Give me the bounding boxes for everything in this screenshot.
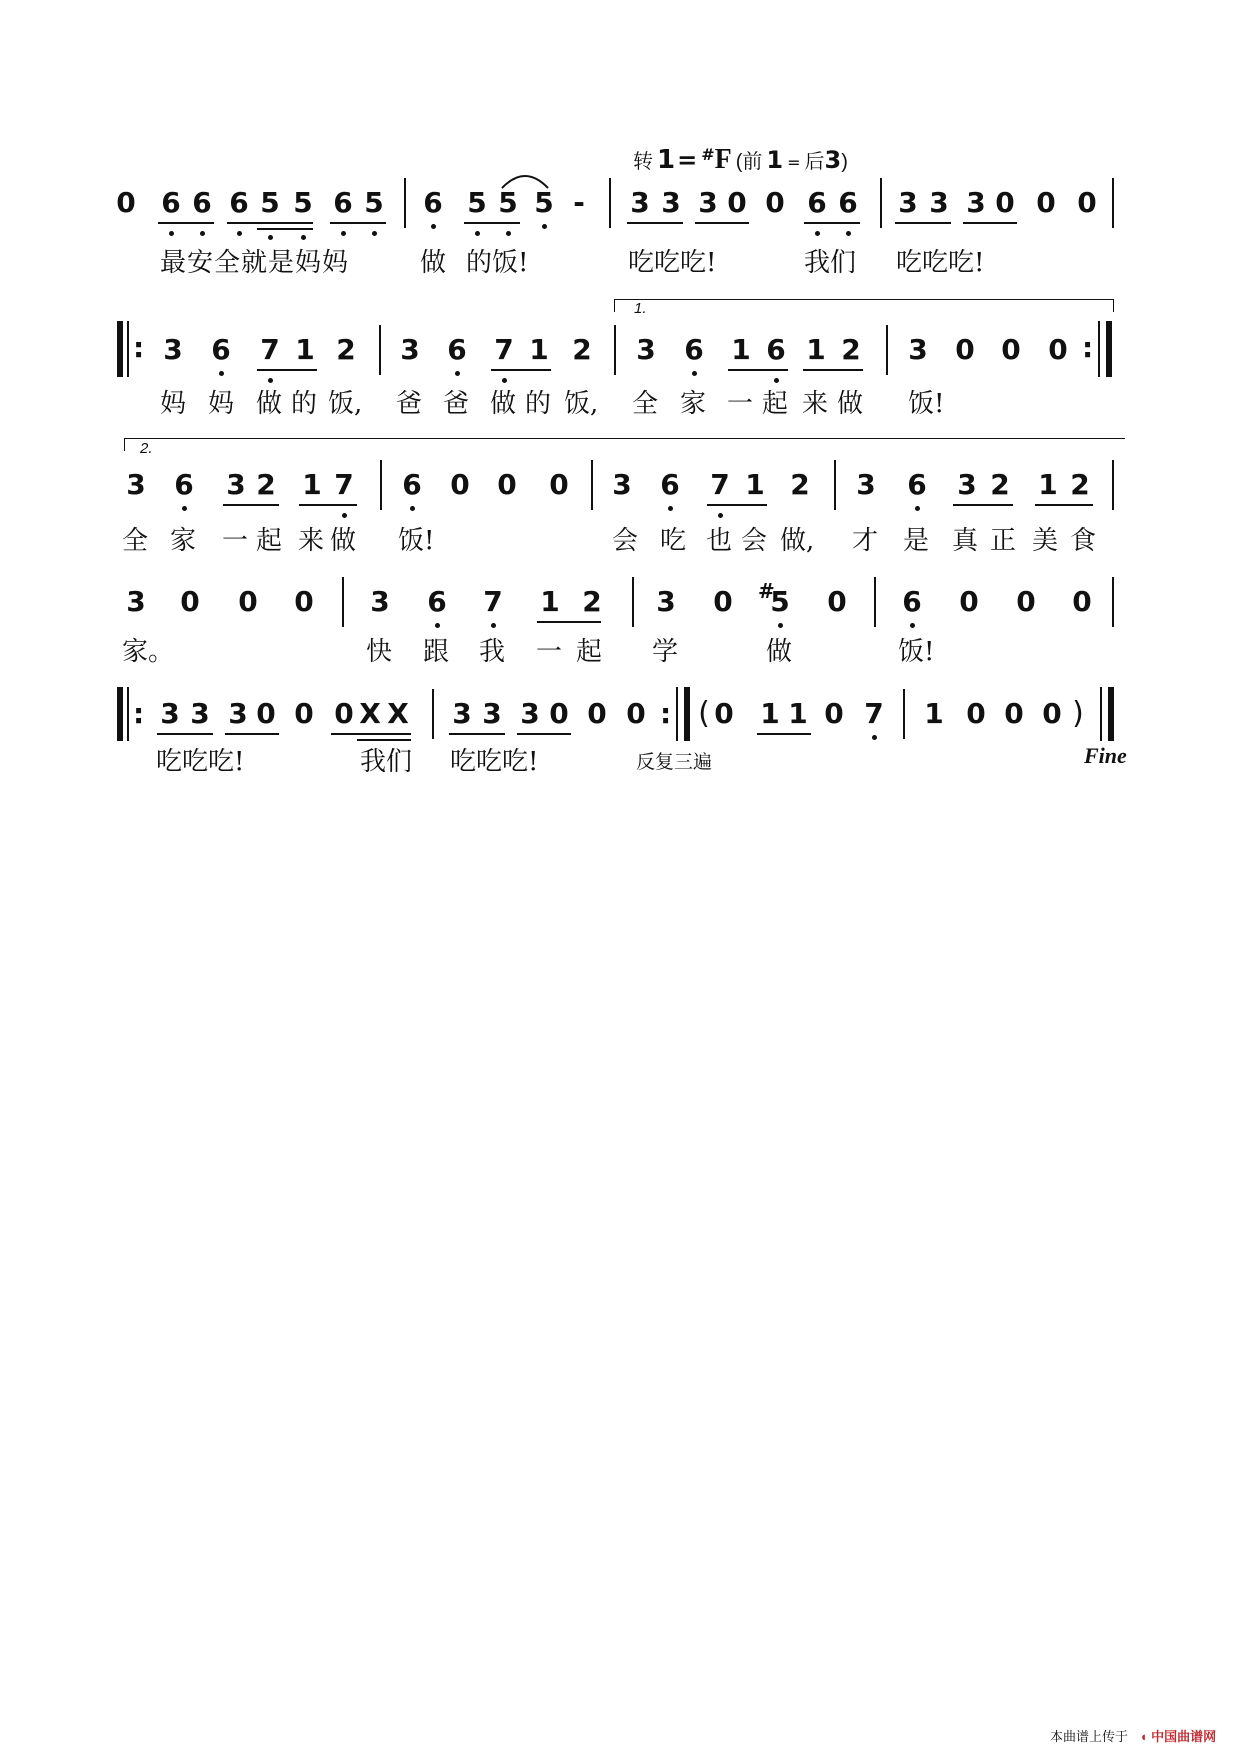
octave-dot: [475, 231, 480, 236]
note: 3: [226, 468, 246, 501]
footer-text: 本曲谱上传于: [1050, 1729, 1129, 1744]
fine-marking: Fine: [1084, 743, 1127, 768]
note: 6: [161, 186, 181, 219]
note: 2: [1070, 468, 1090, 501]
lyric: 一: [536, 637, 563, 667]
lyric: 饭,: [564, 389, 599, 419]
octave-dot: [915, 506, 920, 511]
lyric: 食: [1070, 526, 1097, 556]
note: 0: [626, 697, 646, 730]
octave-dot: [219, 371, 224, 376]
note: 0: [450, 468, 470, 501]
note: 0: [334, 697, 354, 730]
beam: [728, 369, 788, 371]
lyric: 我们: [804, 248, 857, 278]
bar-line: [609, 178, 611, 228]
lyric: 吃吃吃!: [450, 747, 539, 777]
beam: [537, 621, 601, 623]
beam: [449, 733, 505, 735]
note: 7: [483, 585, 503, 618]
note: 0: [1016, 585, 1036, 618]
row-2: [0, 300, 1240, 433]
note: 0: [1072, 585, 1092, 618]
lyric: 做: [420, 248, 447, 278]
note: 3: [160, 697, 180, 730]
octave-dot: [200, 231, 205, 236]
note: 3: [163, 333, 183, 366]
note: 6: [174, 468, 194, 501]
lyric: 最安全就是妈妈: [160, 248, 350, 278]
repeat-instruction: 反复三遍: [636, 752, 713, 773]
note: 3: [908, 333, 928, 366]
lyric: 做: [837, 389, 864, 419]
beam: [299, 504, 357, 506]
lyric: 家: [170, 526, 197, 556]
repeat-start-bar: [117, 687, 123, 741]
note: 0: [959, 585, 979, 618]
note: 6: [192, 186, 212, 219]
note: X: [359, 697, 381, 730]
lyric: 饭!: [908, 389, 945, 419]
bar-line: [1112, 577, 1114, 627]
lyrics-row-4: [0, 631, 1240, 671]
note: 3: [228, 697, 248, 730]
lyric: 饭!: [398, 526, 435, 556]
note: 1: [1038, 468, 1058, 501]
lyrics-row-1: [0, 242, 1240, 282]
lyric: 真: [952, 526, 979, 556]
note: 1: [788, 697, 808, 730]
note: 0: [1004, 697, 1024, 730]
beam: [331, 733, 411, 735]
octave-dot: [872, 735, 877, 740]
note: 5: [498, 186, 518, 219]
lyric: 做: [766, 637, 793, 667]
lyric: 吃吃吃!: [628, 248, 717, 278]
bar-line: [1112, 178, 1114, 228]
bar-line: [404, 178, 406, 228]
octave-dot: [410, 506, 415, 511]
beam: [225, 733, 279, 735]
note: 2: [790, 468, 810, 501]
sharp-sign: #: [758, 579, 775, 603]
note: 5: [293, 186, 313, 219]
lyric: 做: [256, 389, 283, 419]
volta-number: 1.: [634, 300, 647, 317]
octave-dot: [846, 231, 851, 236]
note: 3: [957, 468, 977, 501]
beam: [227, 222, 313, 224]
beam: [804, 222, 860, 224]
lyric: 吃吃吃!: [896, 248, 985, 278]
beam: [491, 369, 551, 371]
note: 0: [765, 186, 785, 219]
note: 0: [549, 468, 569, 501]
beam: [707, 504, 767, 506]
bar-line: [880, 178, 882, 228]
slur: [500, 170, 550, 190]
note: 6: [684, 333, 704, 366]
lyric: 家: [680, 389, 707, 419]
note: 3: [452, 697, 472, 730]
lyric: 跟: [423, 637, 450, 667]
lyric: 我: [479, 637, 506, 667]
note: 6: [333, 186, 353, 219]
footer: [1050, 1726, 1216, 1745]
bar-line: [380, 460, 382, 510]
lyric: 饭,: [328, 389, 363, 419]
lyric: 全: [122, 526, 149, 556]
note: 1: [760, 697, 780, 730]
note: 3: [126, 468, 146, 501]
octave-dot: [778, 623, 783, 628]
note: 3: [966, 186, 986, 219]
octave-dot: [506, 231, 511, 236]
note: 0: [714, 697, 734, 730]
lyric: 的饭!: [466, 248, 529, 278]
bar-line: [676, 687, 678, 741]
lyric: 会: [612, 526, 639, 556]
lyric: 做: [490, 389, 517, 419]
note: 0: [256, 697, 276, 730]
note: 3: [370, 585, 390, 618]
lyric: 来: [298, 526, 325, 556]
lyric: 爸: [443, 389, 470, 419]
site-logo[interactable]: ◖: [1139, 1729, 1148, 1744]
octave-dot: [910, 623, 915, 628]
note: 0: [1036, 186, 1056, 219]
octave-dot: [341, 231, 346, 236]
note: 0: [497, 468, 517, 501]
note: 3: [400, 333, 420, 366]
octave-dot: [431, 224, 436, 229]
note: 1: [731, 333, 751, 366]
volta-2: [124, 438, 1125, 451]
note: 3: [630, 186, 650, 219]
repeat-dots: :: [1082, 331, 1094, 364]
note: 3: [482, 697, 502, 730]
bar-line: [1112, 460, 1114, 510]
bar-line: [834, 460, 836, 510]
octave-dot: [301, 235, 306, 240]
lyric: 做: [330, 526, 357, 556]
repeat-dots: :: [133, 697, 145, 730]
lyric: 美: [1032, 526, 1059, 556]
note: 7: [864, 697, 884, 730]
note: 0: [824, 697, 844, 730]
row-5: [0, 697, 1240, 797]
lyric: 起: [762, 389, 789, 419]
note: 2: [841, 333, 861, 366]
beam: [695, 222, 749, 224]
octave-dot: [718, 513, 723, 518]
octave-dot: [455, 371, 460, 376]
note: 3: [656, 585, 676, 618]
note: 5: [467, 186, 487, 219]
note: 3: [612, 468, 632, 501]
note: 0: [713, 585, 733, 618]
key-change-eq2: =: [787, 153, 801, 172]
note: 1: [745, 468, 765, 501]
key-change-one2: 1: [766, 146, 784, 174]
note: 0: [294, 585, 314, 618]
lyric: 做,: [780, 526, 815, 556]
repeat-dots: :: [133, 331, 145, 364]
note: 0: [549, 697, 569, 730]
bar-line: [342, 577, 344, 627]
lyric: 的: [525, 389, 552, 419]
note: 3: [126, 585, 146, 618]
note: 5: [364, 186, 384, 219]
note: 0: [827, 585, 847, 618]
note: 2: [582, 585, 602, 618]
note: 0: [587, 697, 607, 730]
beam: [963, 222, 1017, 224]
lyric: 妈: [208, 389, 235, 419]
note: 2: [572, 333, 592, 366]
repeat-end-bar: [1106, 321, 1112, 377]
beam: [223, 504, 279, 506]
note: 0: [1048, 333, 1068, 366]
octave-dot: [372, 231, 377, 236]
octave-dot: [815, 231, 820, 236]
lyrics-row-2: [0, 383, 1240, 423]
note: 6: [423, 186, 443, 219]
lyric: 会: [741, 526, 768, 556]
note: 3: [520, 697, 540, 730]
lyric: 爸: [396, 389, 423, 419]
lyric: 家。: [122, 637, 175, 667]
note: 2: [990, 468, 1010, 501]
beam: [517, 733, 571, 735]
note: 0: [1001, 333, 1021, 366]
beam: [257, 369, 317, 371]
octave-dot: [692, 371, 697, 376]
lyric: 一: [222, 526, 249, 556]
beam: [953, 504, 1013, 506]
beam: [757, 733, 811, 735]
note: X: [387, 697, 409, 730]
sharp-sign: #: [701, 145, 715, 165]
note: 0: [1077, 186, 1097, 219]
bar-line: [127, 321, 129, 377]
note: 1: [540, 585, 560, 618]
note: 3: [898, 186, 918, 219]
row-1: [0, 186, 1240, 296]
note: 6: [838, 186, 858, 219]
repeat-start-bar: [117, 321, 123, 377]
lyric: 全: [632, 389, 659, 419]
octave-dot: [435, 623, 440, 628]
note: 0: [995, 186, 1015, 219]
octave-dot: [342, 513, 347, 518]
bar-line: [614, 325, 616, 375]
note: 2: [336, 333, 356, 366]
note: 6: [807, 186, 827, 219]
bar-line: [1098, 321, 1100, 377]
beam: [895, 222, 951, 224]
lyric: 吃吃吃!: [156, 747, 245, 777]
lyric: 起: [576, 637, 603, 667]
note: 3: [661, 186, 681, 219]
key-change-eq: =: [677, 146, 698, 174]
lyric: 饭!: [898, 637, 935, 667]
key-change-hou: 后: [804, 151, 825, 173]
lyric: 快: [366, 637, 393, 667]
note: -: [573, 186, 585, 219]
bar-line: [903, 689, 905, 739]
note: 5: [770, 585, 790, 618]
octave-dot: [542, 224, 547, 229]
repeat-dots: :: [660, 697, 672, 730]
key-change-paren-open: (前: [735, 151, 763, 173]
row-3: [0, 440, 1240, 568]
beam: [627, 222, 683, 224]
beam: [1035, 504, 1093, 506]
bar-line: [874, 577, 876, 627]
note: 1: [924, 697, 944, 730]
octave-dot: [182, 506, 187, 511]
note: 1: [529, 333, 549, 366]
octave-dot: [491, 623, 496, 628]
note: 6: [902, 585, 922, 618]
lyric: 才: [852, 526, 879, 556]
note: 6: [660, 468, 680, 501]
paren-close: ): [1072, 696, 1084, 731]
note: 7: [494, 333, 514, 366]
note: 5: [534, 186, 554, 219]
note: 3: [929, 186, 949, 219]
lyric: 来: [802, 389, 829, 419]
note: 1: [806, 333, 826, 366]
octave-dot: [668, 506, 673, 511]
row-4: [0, 579, 1240, 685]
note: 6: [447, 333, 467, 366]
lyrics-row-5: [0, 741, 1240, 781]
lyrics-row-3: [0, 520, 1240, 560]
note: 3: [636, 333, 656, 366]
lyric: 一: [727, 389, 754, 419]
note: 1: [302, 468, 322, 501]
bar-line: [886, 325, 888, 375]
paren-open: (: [698, 696, 710, 731]
beam: [157, 733, 213, 735]
beam: [803, 369, 863, 371]
bar-line: [591, 460, 593, 510]
beam: [464, 222, 520, 224]
note: 2: [256, 468, 276, 501]
note: 0: [238, 585, 258, 618]
note: 0: [966, 697, 986, 730]
bar-line: [127, 687, 129, 741]
key-change-zhuan: 转: [633, 151, 653, 173]
note: 6: [907, 468, 927, 501]
octave-dot: [268, 235, 273, 240]
note: 6: [402, 468, 422, 501]
key-change-key: F: [714, 144, 732, 175]
note: 0: [955, 333, 975, 366]
key-change-three: 3: [824, 146, 842, 174]
lyric: 吃: [660, 526, 687, 556]
key-change-one: 1: [657, 145, 676, 175]
beam: [158, 222, 214, 224]
note: 6: [766, 333, 786, 366]
octave-dot: [237, 231, 242, 236]
note: 7: [334, 468, 354, 501]
bar-line: [379, 325, 381, 375]
note: 3: [698, 186, 718, 219]
lyric: 也: [706, 526, 733, 556]
bar-line: [432, 689, 434, 739]
bar-line: [1100, 687, 1102, 741]
beam: [330, 222, 386, 224]
note: 6: [229, 186, 249, 219]
note: 0: [116, 186, 136, 219]
bar-line: [632, 577, 634, 627]
note: 7: [260, 333, 280, 366]
volta-1: [614, 299, 1114, 312]
note: 0: [180, 585, 200, 618]
note: 0: [727, 186, 747, 219]
key-change-paren-close: ): [841, 151, 848, 173]
lyric: 正: [990, 526, 1017, 556]
final-bar: [1108, 687, 1114, 741]
lyric: 学: [652, 637, 679, 667]
volta-number: 2.: [140, 440, 153, 457]
note: 0: [1042, 697, 1062, 730]
note: 3: [190, 697, 210, 730]
note: 0: [294, 697, 314, 730]
note: 1: [295, 333, 315, 366]
lyric: 的: [291, 389, 318, 419]
lyric: 起: [256, 526, 283, 556]
lyric: 妈: [160, 389, 187, 419]
note: 6: [211, 333, 231, 366]
lyric: 我们: [360, 747, 413, 777]
beam: [257, 228, 313, 230]
site-name[interactable]: 中国曲谱网: [1151, 1729, 1217, 1744]
octave-dot: [169, 231, 174, 236]
note: 3: [856, 468, 876, 501]
note: 6: [427, 585, 447, 618]
key-change: [633, 144, 848, 176]
note: 5: [260, 186, 280, 219]
lyric: 是: [903, 526, 930, 556]
note: 7: [710, 468, 730, 501]
